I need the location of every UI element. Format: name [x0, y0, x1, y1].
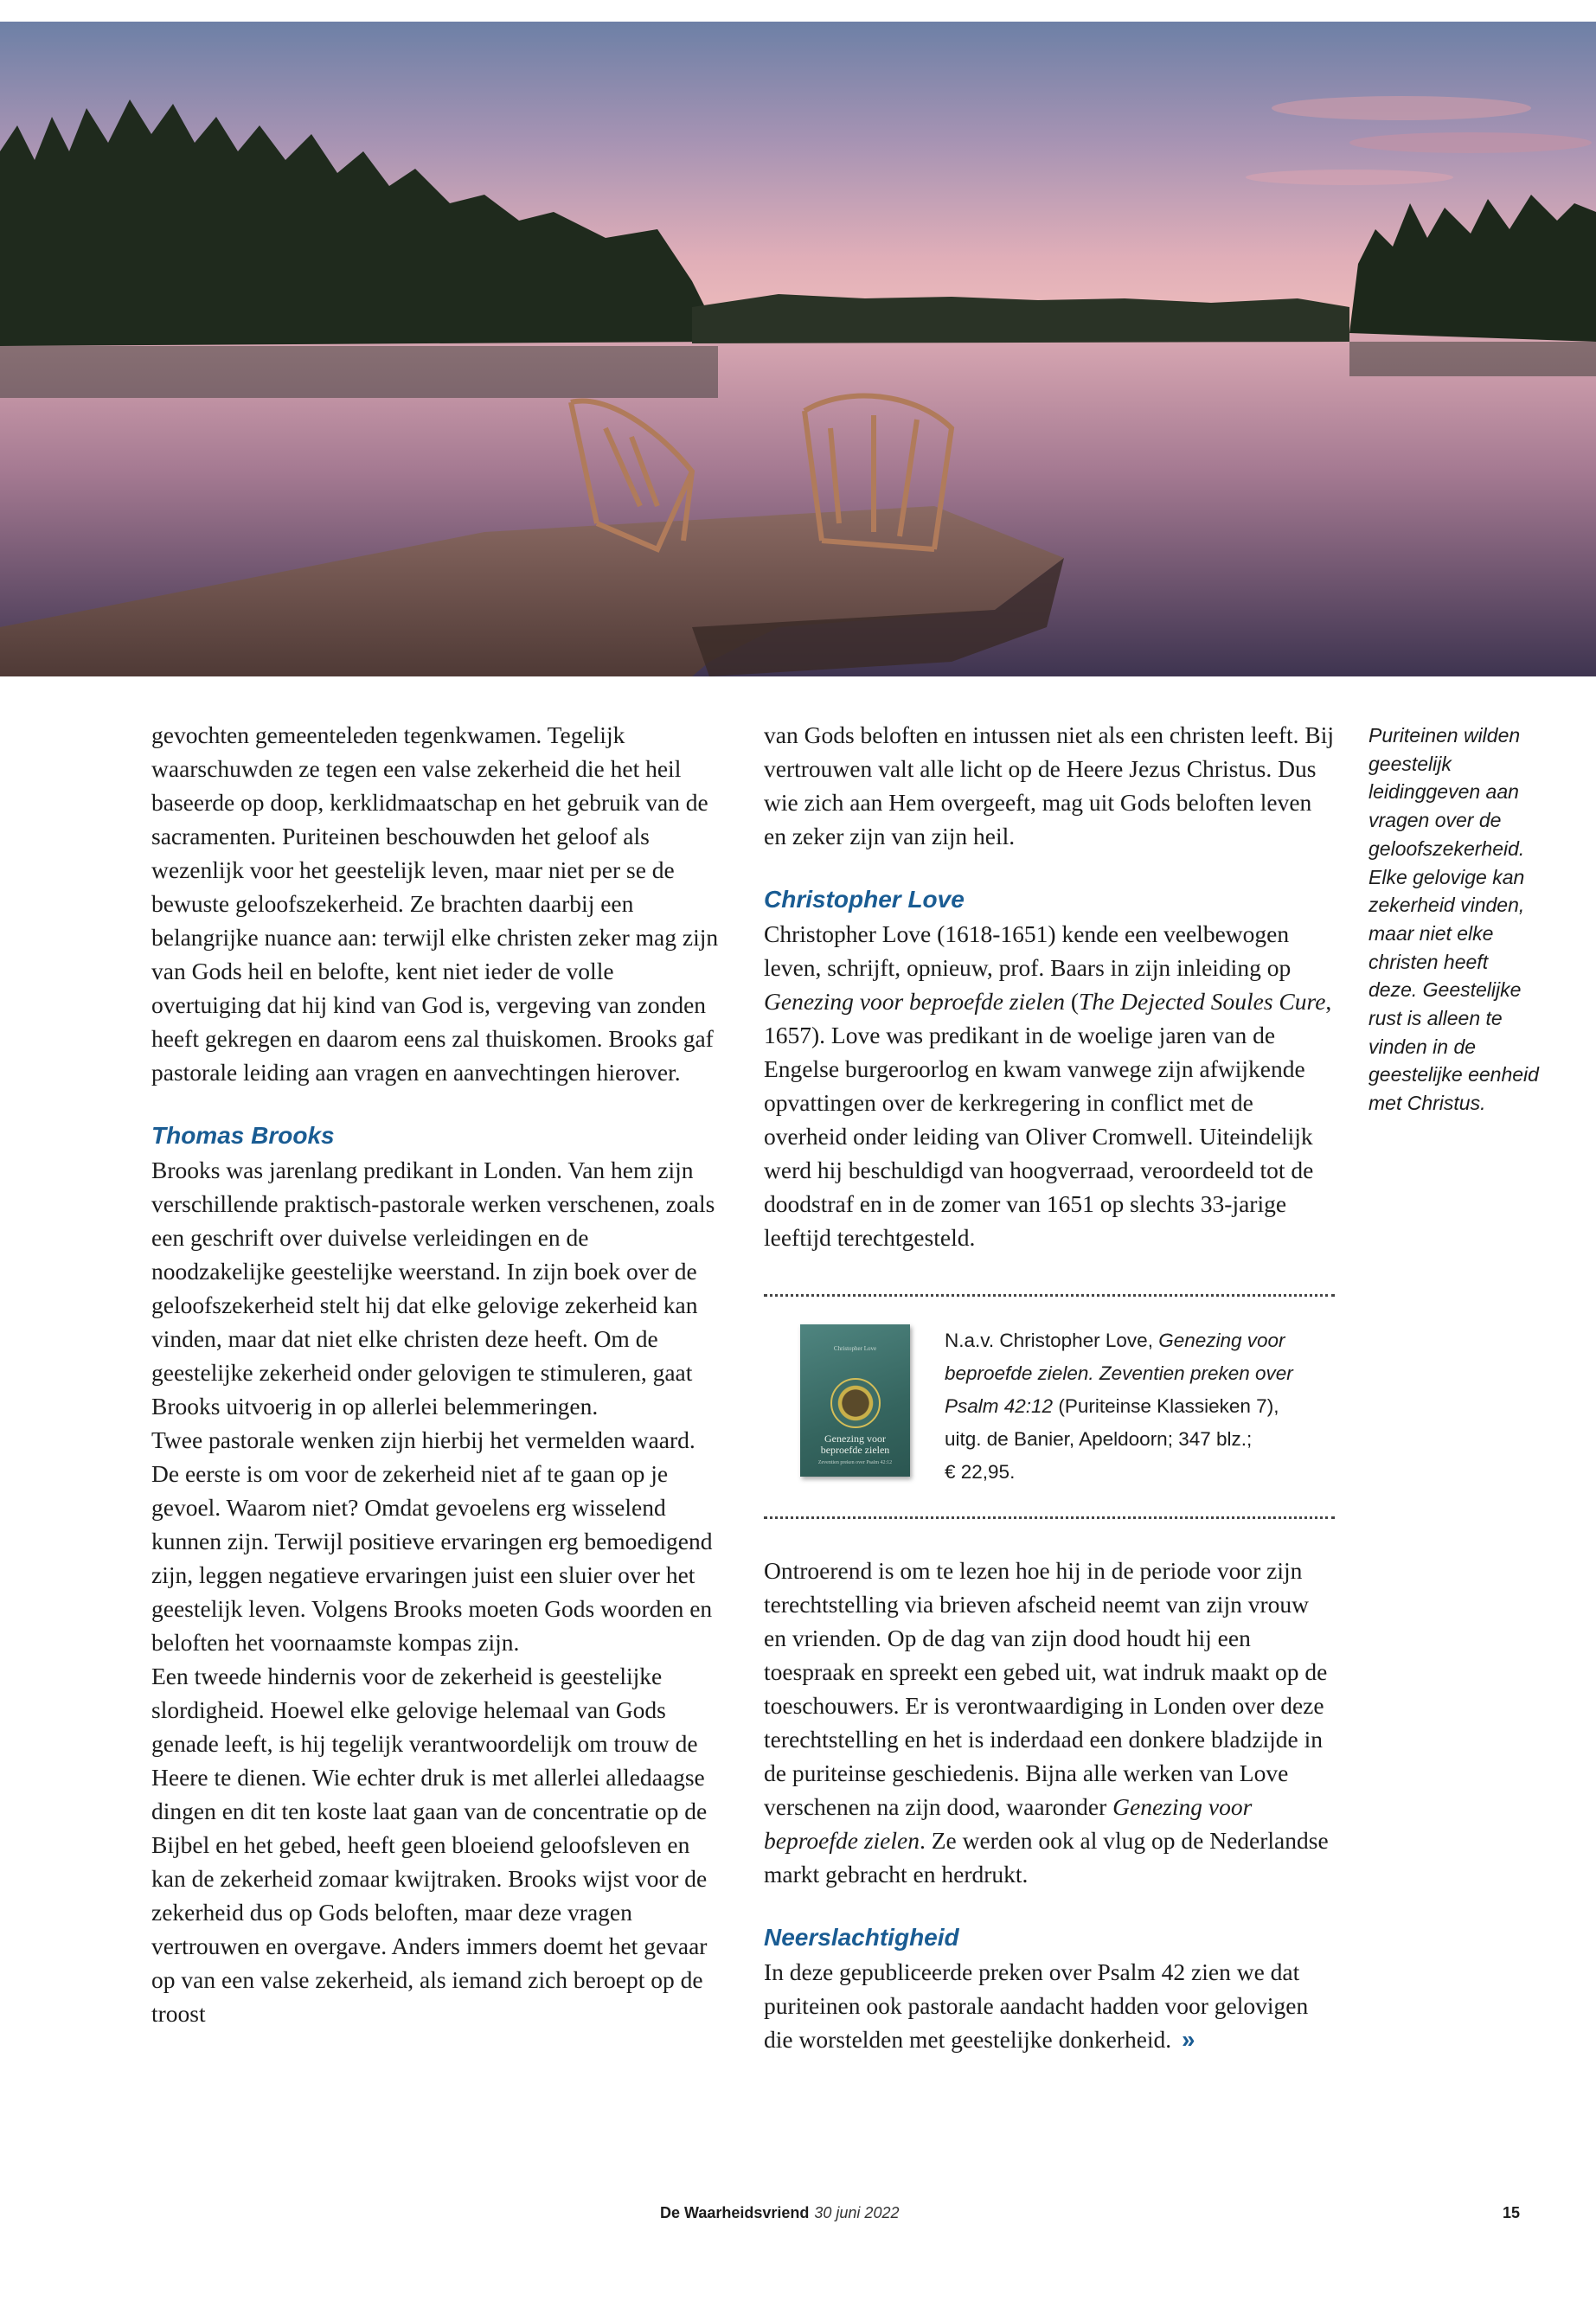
pull-quote: Puriteinen wilden geestelijk leidinggeven aan vragen over de geloofszekerheid. Elke gelovige kan zekerheid vinden, maar niet elke christen heeft deze. Geestelijke rust is alleen te vinden in de geestelijke eenheid met Christus.: [1368, 724, 1539, 1115]
page-number: 15: [1503, 2204, 1521, 2221]
paragraph: Brooks was jarenlang predikant in Londen. Van hem zijn verschillende praktisch-pastorale werken verschenen, zoals een geschrift over duivelse verleidingen en de noodzakelijke geestelijke weerstand. In zijn boek over de geloofszekerheid stelt hij dat elke gelovige zekerheid kan vinden, maar dat niet elke christen deze heeft. Om de geestelijke zekerheid onder gelovigen te stimuleren, gaat Brooks uitvoerig in op allerlei belemmeringen.: [151, 1157, 715, 1420]
paragraph: gevochten gemeenteleden tegenkwamen. Tegelijk waarschuwden ze tegen een valse zekerheid die het heil baseerde op doop, kerklidmaatschap en het gebruik van de sacramenten. Puriteinen beschouwden het geloof als wezenlijk voor het geestelijk leven, maar niet per se de bewuste geloofszekerheid. Ze brachten daarbij een belangrijke nuance aan: terwijl elke christen zeker mag zijn van Gods heil en belofte, kent niet ieder de volle overtuiging dat hij kind van God is, vergeving van zonden heeft gekregen en daarom eens zal thuiskomen. Brooks gaf pastorale leiding aan vragen en aanvechtingen hierover.: [151, 721, 719, 1086]
paragraph: Een tweede hindernis voor de zekerheid is geestelijke slordigheid. Hoewel elke gelovige helemaal van Gods genade leeft, is hij tegelijk verantwoordelijk om trouw de Heere te dienen. Wie echter druk is met allerlei alledaagse dingen en dit ten koste laat gaan van de concentratie op de Bijbel en het gebed, heeft geen bloeiend geloofsleven en kan de zekerheid zomaar kwijtraken. Brooks wijst voor de zekerheid dus op Gods beloften, maar deze vragen vertrouwen en overgave. Anders immers doemt het gevaar op van een valse zekerheid, als iemand zich beroept op de troost: [151, 1663, 708, 2027]
paragraph: In deze gepubliceerde preken over Psalm 42 zien we dat puriteinen ook pastorale aandacht hadden voor gelovigen die worstelden met geestelijke donkerheid. »: [764, 1958, 1309, 2053]
section-heading-christopher-love: Christopher Love: [764, 886, 965, 913]
book-info-box: [764, 1294, 1335, 1519]
page-footer: [0, 2204, 1596, 2230]
paragraph: Ontroerend is om te lezen hoe hij in de periode voor zijn terechtstelling via brieven afscheid neemt van zijn vrouw en vrienden. Op de dag van zijn dood houdt hij een toespraak en spreekt een gebed uit, wat indruk maakt op de toeschouwers. Er is verontwaardiging in Londen over deze terechtstelling en het is inderdaad een donkere bladzijde in de puriteinse geschiedenis. Bijna alle werken van Love verschenen na zijn dood, waaronder Genezing voor beproefde zielen. Ze werden ook al vlug op de Nederlandse markt gebracht en herdrukt.: [764, 1557, 1329, 1888]
paragraph: Christopher Love (1618-1651) kende een veelbewogen leven, schrijft, opnieuw, prof. Baars in zijn inleiding op Genezing voor beproefde zielen (The Dejected Soules Cure, 1657). Love was predikant in de woelige jaren van de Engelse burgeroorlog en kwam vanwege zijn afwijkende opvattingen over de kerkregering in conflict met de overheid onder leiding van Oliver Cromwell. Uiteindelijk werd hij beschuldigd van hoogverraad, veroordeeld tot de doodstraf en in de zomer van 1651 op slechts 33-jarige leeftijd terechtgesteld.: [764, 920, 1332, 1251]
book-cover-image: Christopher Love Genezing voor beproefde zielen Zeventien preken over Psalm 42:12: [800, 1324, 910, 1477]
continue-arrow-icon: »: [1182, 2026, 1195, 2053]
book-price: € 22,95.: [945, 1461, 1016, 1483]
issue-date: 30 juni 2022: [814, 2204, 900, 2221]
text-column-right: [764, 718, 1335, 2056]
text-column-left: [151, 718, 722, 2030]
paragraph: van Gods beloften en intussen niet als een christen leeft. Bij vertrouwen valt alle licht op de Heere Jezus Christus. Dus wie zich aan Hem overgeeft, mag uit Gods beloften leven en zeker zijn van zijn heil.: [764, 721, 1335, 849]
magazine-name: De Waarheidsvriend: [660, 2204, 810, 2221]
portrait-medallion-icon: [830, 1378, 881, 1428]
section-heading-thomas-brooks: Thomas Brooks: [151, 1122, 335, 1149]
hero-photo: [0, 22, 1596, 676]
paragraph: Twee pastorale wenken zijn hierbij het vermelden waard. De eerste is om voor de zekerheid niet af te gaan op je gevoel. Waarom niet? Omdat gevoelens erg wisselend kunnen zijn. Terwijl positieve ervaringen erg bemoedigend zijn, leggen negatieve ervaringen juist een sluier over het geestelijk leven. Volgens Brooks moeten Gods woorden en beloften het voornaamste kompas zijn.: [151, 1426, 713, 1656]
section-heading-neerslachtigheid: Neerslachtigheid: [764, 1924, 959, 1951]
book-details: N.a.v. Christopher Love, Genezing voor beproefde zielen. Zeventien preken over Psalm 42:12 (Puriteinse Klassieken 7), uitg. de Banier, Apeldoorn; 347 blz.; € 22,95.: [945, 1330, 1293, 1483]
